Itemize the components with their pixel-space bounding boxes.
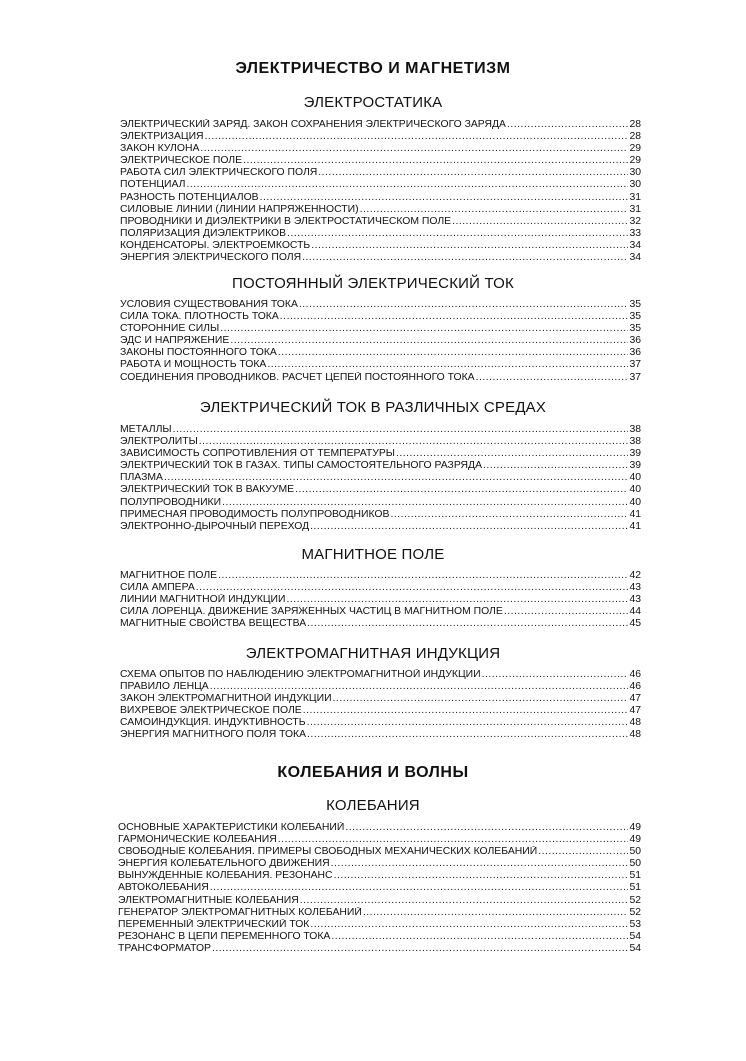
toc-entry-title: РЕЗОНАНС В ЦЕПИ ПЕРЕМЕННОГО ТОКА: [118, 930, 331, 942]
toc-entry-page: 47: [629, 693, 641, 705]
dot-leader: [483, 460, 628, 472]
toc-entry[interactable]: [120, 484, 641, 496]
toc-entry-page: 38: [629, 424, 641, 435]
toc-entry-title: ЗАКОН КУЛОНА: [120, 143, 200, 155]
dot-leader: [260, 192, 629, 204]
toc-entry-page: 49: [629, 822, 641, 833]
toc-entry[interactable]: [120, 252, 641, 264]
toc-entry-title: КОНДЕНСАТОРЫ. ЭЛЕКТРОЕМКОСТЬ: [120, 239, 311, 251]
toc-entry-page: 48: [629, 717, 641, 729]
toc-entry[interactable]: [120, 359, 641, 371]
dot-leader: [482, 669, 629, 681]
toc-entry-page: 43: [629, 594, 641, 606]
toc-entry[interactable]: [120, 460, 641, 472]
toc-entry[interactable]: [118, 822, 641, 834]
toc-entry-title: УСЛОВИЯ СУЩЕСТВОВАНИЯ ТОКА: [120, 299, 298, 310]
dot-leader: [476, 372, 629, 384]
toc-entry-page: 46: [629, 681, 641, 693]
toc-entry-page: 35: [629, 311, 641, 323]
toc-entry-title: ЭЛЕКТРИЧЕСКИЙ ЗАРЯД. ЗАКОН СОХРАНЕНИЯ ЭЛЕКТРИЧЕСКОГО ЗАРЯДА: [120, 119, 506, 130]
toc-entry-title: ЭЛЕКТРИЧЕСКИЙ ТОК В ВАКУУМЕ: [120, 484, 295, 496]
toc-entry[interactable]: [120, 729, 641, 741]
dot-leader: [287, 228, 628, 240]
toc-entry-title: РАБОТА СИЛ ЭЛЕКТРИЧЕСКОГО ПОЛЯ: [120, 167, 318, 179]
toc-entry[interactable]: [120, 582, 641, 594]
dot-leader: [210, 681, 629, 693]
toc-entry-title: ВЫНУЖДЕННЫЕ КОЛЕБАНИЯ. РЕЗОНАНС: [118, 870, 333, 882]
dot-leader: [333, 693, 629, 705]
toc-entry-title: ПЕРЕМЕННЫЙ ЭЛЕКТРИЧЕСКИЙ ТОК: [118, 918, 310, 930]
toc-entry[interactable]: [118, 882, 641, 894]
toc-entry[interactable]: [118, 919, 641, 931]
toc-entry[interactable]: [120, 424, 641, 436]
toc-entry-title: ПРАВИЛО ЛЕНЦА: [120, 681, 209, 693]
toc-entry-title: ПОЛУПРОВОДНИКИ: [120, 496, 222, 508]
dot-leader: [295, 484, 628, 496]
toc-entry-page: 33: [629, 227, 641, 239]
toc-entry-title: СИЛА ЛОРЕНЦА. ДВИЖЕНИЕ ЗАРЯЖЕННЫХ ЧАСТИЦ В МАГНИТНОМ ПОЛЕ: [120, 606, 503, 618]
toc-entry-page: 54: [629, 930, 641, 942]
toc-entry-page: 50: [629, 858, 641, 870]
toc-entry-page: 28: [629, 119, 641, 130]
toc-list-direct-current: [120, 299, 641, 384]
toc-entry[interactable]: [120, 618, 641, 630]
dot-leader: [538, 846, 628, 858]
toc-entry[interactable]: [118, 931, 641, 943]
toc-entry-title: СХЕМА ОПЫТОВ ПО НАБЛЮДЕНИЮ ЭЛЕКТРОМАГНИТНОЙ ИНДУКЦИИ: [120, 669, 481, 680]
toc-entry[interactable]: [120, 155, 641, 167]
toc-entry-page: 30: [629, 167, 641, 179]
dot-leader: [360, 204, 629, 216]
dot-leader: [334, 870, 629, 882]
toc-entry-page: 45: [629, 618, 641, 630]
toc-entry-title: СИЛОВЫЕ ЛИНИИ (ЛИНИИ НАПРЯЖЕННОСТИ): [120, 203, 359, 215]
section-title-direct-current: ПОСТОЯННЫЙ ЭЛЕКТРИЧЕСКИЙ ТОК: [232, 275, 514, 292]
toc-entry[interactable]: [120, 705, 641, 717]
section-title-electrostatics: ЭЛЕКТРОСТАТИКА: [303, 94, 443, 111]
toc-entry-title: ЭНЕРГИЯ ЭЛЕКТРИЧЕСКОГО ПОЛЯ: [120, 252, 302, 264]
toc-entry-page: 54: [629, 942, 641, 954]
toc-entry-title: РАЗНОСТЬ ПОТЕНЦИАЛОВ: [120, 191, 259, 203]
toc-entry[interactable]: [120, 497, 641, 509]
toc-entry-page: 46: [629, 669, 641, 680]
toc-entry-title: ПЛАЗМА: [120, 472, 163, 484]
toc-entry-title: ЗАВИСИМОСТЬ СОПРОТИВЛЕНИЯ ОТ ТЕМПЕРАТУРЫ: [120, 448, 395, 460]
toc-entry[interactable]: [120, 192, 641, 204]
toc-entry-title: РАБОТА И МОЩНОСТЬ ТОКА: [120, 359, 267, 371]
toc-entry[interactable]: [120, 669, 641, 681]
dot-leader: [363, 907, 629, 919]
dot-leader: [243, 155, 628, 167]
toc-entry-title: ЗАКОНЫ ПОСТОЯННОГО ТОКА: [120, 347, 277, 359]
toc-entry-page: 29: [629, 155, 641, 167]
toc-entry-title: ПОЛЯРИЗАЦИЯ ДИЭЛЕКТРИКОВ: [120, 227, 287, 239]
toc-entry-page: 36: [629, 335, 641, 347]
toc-entry[interactable]: [120, 372, 641, 384]
toc-entry[interactable]: [120, 347, 641, 359]
section-title-current-in-media: ЭЛЕКТРИЧЕСКИЙ ТОК В РАЗЛИЧНЫХ СРЕДАХ: [199, 399, 547, 416]
toc-entry-title: ЭЛЕКТРИЧЕСКИЙ ТОК В ГАЗАХ. ТИПЫ САМОСТОЯТЕЛЬНОГО РАЗРЯДА: [120, 460, 482, 472]
dot-leader: [205, 131, 629, 143]
toc-entry[interactable]: [120, 606, 641, 618]
toc-entry-page: 52: [629, 894, 641, 906]
toc-entry-title: СИЛА АМПЕРА: [120, 582, 195, 594]
toc-entry[interactable]: [120, 179, 641, 191]
toc-entry-page: 34: [629, 239, 641, 251]
dot-leader: [311, 240, 628, 252]
toc-entry-title: ЭДС И НАПРЯЖЕНИЕ: [120, 335, 230, 347]
toc-entry-title: САМОИНДУКЦИЯ. ИНДУКТИВНОСТЬ: [120, 717, 306, 729]
dot-leader: [331, 858, 629, 870]
section-title-em-induction: ЭЛЕКТРОМАГНИТНАЯ ИНДУКЦИЯ: [245, 645, 501, 662]
toc-entry[interactable]: [120, 311, 641, 323]
toc-entry-title: ЗАКОН ЭЛЕКТРОМАГНИТНОЙ ИНДУКЦИИ: [120, 693, 332, 705]
toc-entry[interactable]: [120, 448, 641, 460]
dot-leader: [278, 347, 629, 359]
toc-entry-title: МАГНИТНОЕ ПОЛЕ: [120, 570, 218, 581]
dot-leader: [200, 143, 628, 155]
toc-entry-page: 35: [629, 323, 641, 335]
toc-list-em-induction: [120, 669, 641, 742]
part-title-oscillations-waves: КОЛЕБАНИЯ И ВОЛНЫ: [277, 764, 469, 781]
toc-entry-page: 47: [629, 705, 641, 717]
dot-leader: [307, 717, 629, 729]
toc-entry-page: 39: [629, 460, 641, 472]
toc-entry-title: АВТОКОЛЕБАНИЯ: [118, 882, 209, 894]
toc-entry-title: ЭЛЕКТРОЛИТЫ: [120, 436, 198, 448]
toc-entry-page: 49: [629, 834, 641, 846]
dot-leader: [199, 436, 629, 448]
dot-leader: [504, 606, 629, 618]
dot-leader: [164, 472, 628, 484]
toc-entry[interactable]: [120, 594, 641, 606]
dot-leader: [220, 323, 628, 335]
toc-entry-title: ЭЛЕКТРОМАГНИТНЫЕ КОЛЕБАНИЯ: [118, 894, 299, 906]
dot-leader: [507, 119, 628, 131]
toc-entry-page: 41: [629, 508, 641, 520]
toc-entry[interactable]: [120, 436, 641, 448]
toc-entry[interactable]: [120, 204, 641, 216]
toc-entry-title: МЕТАЛЛЫ: [120, 424, 172, 435]
toc-entry-page: 48: [629, 729, 641, 741]
toc-entry-page: 31: [629, 203, 641, 215]
toc-entry-title: ЭНЕРГИЯ КОЛЕБАТЕЛЬНОГО ДВИЖЕНИЯ: [118, 858, 330, 870]
dot-leader: [307, 729, 628, 741]
toc-entry-page: 37: [629, 359, 641, 371]
dot-leader: [310, 521, 628, 533]
toc-entry-title: ТРАНСФОРМАТОР: [118, 942, 211, 954]
toc-entry-page: 35: [629, 299, 641, 310]
toc-entry[interactable]: [120, 521, 641, 533]
toc-entry-page: 28: [629, 131, 641, 143]
toc-entry-page: 40: [629, 496, 641, 508]
toc-entry-title: ОСНОВНЫЕ ХАРАКТЕРИСТИКИ КОЛЕБАНИЙ: [118, 822, 345, 833]
toc-entry-title: ЭНЕРГИЯ МАГНИТНОГО ПОЛЯ ТОКА: [120, 729, 307, 741]
dot-leader: [299, 299, 629, 311]
toc-entry[interactable]: [120, 240, 641, 252]
toc-entry-title: СВОБОДНЫЕ КОЛЕБАНИЯ. ПРИМЕРЫ СВОБОДНЫХ МЕХАНИЧЕСКИХ КОЛЕБАНИЙ: [118, 846, 538, 858]
toc-entry[interactable]: [120, 228, 641, 240]
toc-entry-page: 40: [629, 472, 641, 484]
toc-entry-page: 44: [629, 606, 641, 618]
toc-entry-title: ЭЛЕКТРИЗАЦИЯ: [120, 131, 204, 143]
dot-leader: [390, 509, 628, 521]
toc-entry-page: 38: [629, 436, 641, 448]
toc-list-current-in-media: [120, 424, 641, 533]
toc-entry-page: 41: [629, 520, 641, 532]
toc-entry-page: 40: [629, 484, 641, 496]
toc-entry-title: ПРИМЕСНАЯ ПРОВОДИМОСТЬ ПОЛУПРОВОДНИКОВ: [120, 508, 390, 520]
toc-entry-page: 29: [629, 143, 641, 155]
toc-entry-page: 36: [629, 347, 641, 359]
toc-entry[interactable]: [118, 846, 641, 858]
toc-entry-title: ПРОВОДНИКИ И ДИЭЛЕКТРИКИ В ЭЛЕКТРОСТАТИЧЕСКОМ ПОЛЕ: [120, 215, 452, 227]
toc-entry[interactable]: [120, 335, 641, 347]
toc-entry-page: 39: [629, 448, 641, 460]
dot-leader: [278, 834, 629, 846]
toc-entry[interactable]: [118, 858, 641, 870]
toc-entry-page: 52: [629, 906, 641, 918]
dot-leader: [230, 335, 628, 347]
toc-entry-title: СОЕДИНЕНИЯ ПРОВОДНИКОВ. РАСЧЕТ ЦЕПЕЙ ПОСТОЯННОГО ТОКА: [120, 371, 475, 383]
toc-entry[interactable]: [120, 472, 641, 484]
toc-entry[interactable]: [120, 509, 641, 521]
toc-entry-page: 43: [629, 582, 641, 594]
toc-entry-page: 50: [629, 846, 641, 858]
toc-entry[interactable]: [120, 167, 641, 179]
dot-leader: [318, 167, 628, 179]
toc-entry[interactable]: [120, 717, 641, 729]
section-title-magnetic-field: МАГНИТНОЕ ПОЛЕ: [301, 546, 445, 563]
dot-leader: [212, 943, 628, 955]
section-title-oscillations: КОЛЕБАНИЯ: [326, 797, 420, 814]
toc-entry[interactable]: [120, 323, 641, 335]
toc-entry-title: ПОТЕНЦИАЛ: [120, 179, 186, 191]
dot-leader: [218, 570, 628, 582]
toc-entry[interactable]: [118, 907, 641, 919]
toc-entry-title: СИЛА ТОКА. ПЛОТНОСТЬ ТОКА: [120, 311, 279, 323]
toc-entry-page: 34: [629, 252, 641, 264]
toc-entry-page: 53: [629, 918, 641, 930]
toc-entry-title: ВИХРЕВОЕ ЭЛЕКТРИЧЕСКОЕ ПОЛЕ: [120, 705, 302, 717]
toc-entry-page: 30: [629, 179, 641, 191]
dot-leader: [396, 448, 628, 460]
dot-leader: [222, 497, 628, 509]
toc-entry[interactable]: [118, 895, 641, 907]
toc-entry-page: 51: [629, 882, 641, 894]
toc-entry[interactable]: [120, 693, 641, 705]
dot-leader: [287, 594, 629, 606]
toc-list-oscillations: [118, 822, 641, 955]
toc-entry[interactable]: [120, 216, 641, 228]
toc-entry[interactable]: [120, 299, 641, 311]
toc-entry[interactable]: [120, 131, 641, 143]
toc-entry[interactable]: [120, 681, 641, 693]
toc-entry[interactable]: [118, 870, 641, 882]
toc-entry[interactable]: [118, 834, 641, 846]
dot-leader: [345, 822, 628, 834]
dot-leader: [210, 882, 629, 894]
dot-leader: [280, 311, 629, 323]
toc-entry[interactable]: [120, 570, 641, 582]
dot-leader: [300, 895, 629, 907]
dot-leader: [186, 179, 628, 191]
part-title-electricity-magnetism: ЭЛЕКТРИЧЕСТВО И МАГНЕТИЗМ: [235, 60, 511, 77]
toc-list-magnetic-field: [120, 570, 641, 630]
toc-entry-title: СТОРОННИЕ СИЛЫ: [120, 323, 220, 335]
dot-leader: [267, 359, 628, 371]
dot-leader: [302, 252, 628, 264]
dot-leader: [310, 919, 628, 931]
dot-leader: [452, 216, 628, 228]
dot-leader: [173, 424, 629, 436]
toc-entry-title: ЭЛЕКТРИЧЕСКОЕ ПОЛЕ: [120, 155, 243, 167]
toc-entry-title: ЭЛЕКТРОННО-ДЫРОЧНЫЙ ПЕРЕХОД: [120, 520, 310, 532]
dot-leader: [307, 618, 628, 630]
toc-entry-page: 37: [629, 371, 641, 383]
toc-list-electrostatics: [120, 119, 641, 264]
toc-entry[interactable]: [118, 943, 641, 955]
dot-leader: [331, 931, 628, 943]
toc-entry[interactable]: [120, 119, 641, 131]
toc-entry-title: МАГНИТНЫЕ СВОЙСТВА ВЕЩЕСТВА: [120, 618, 307, 630]
dot-leader: [196, 582, 629, 594]
toc-entry-page: 32: [629, 215, 641, 227]
toc-entry-title: ГАРМОНИЧЕСКИЕ КОЛЕБАНИЯ: [118, 834, 277, 846]
toc-entry[interactable]: [120, 143, 641, 155]
toc-entry-title: ГЕНЕРАТОР ЭЛЕКТРОМАГНИТНЫХ КОЛЕБАНИЙ: [118, 906, 362, 918]
dot-leader: [303, 705, 629, 717]
toc-entry-page: 31: [629, 191, 641, 203]
toc-entry-page: 51: [629, 870, 641, 882]
toc-entry-page: 42: [629, 570, 641, 581]
toc-entry-title: ЛИНИИ МАГНИТНОЙ ИНДУКЦИИ: [120, 594, 286, 606]
